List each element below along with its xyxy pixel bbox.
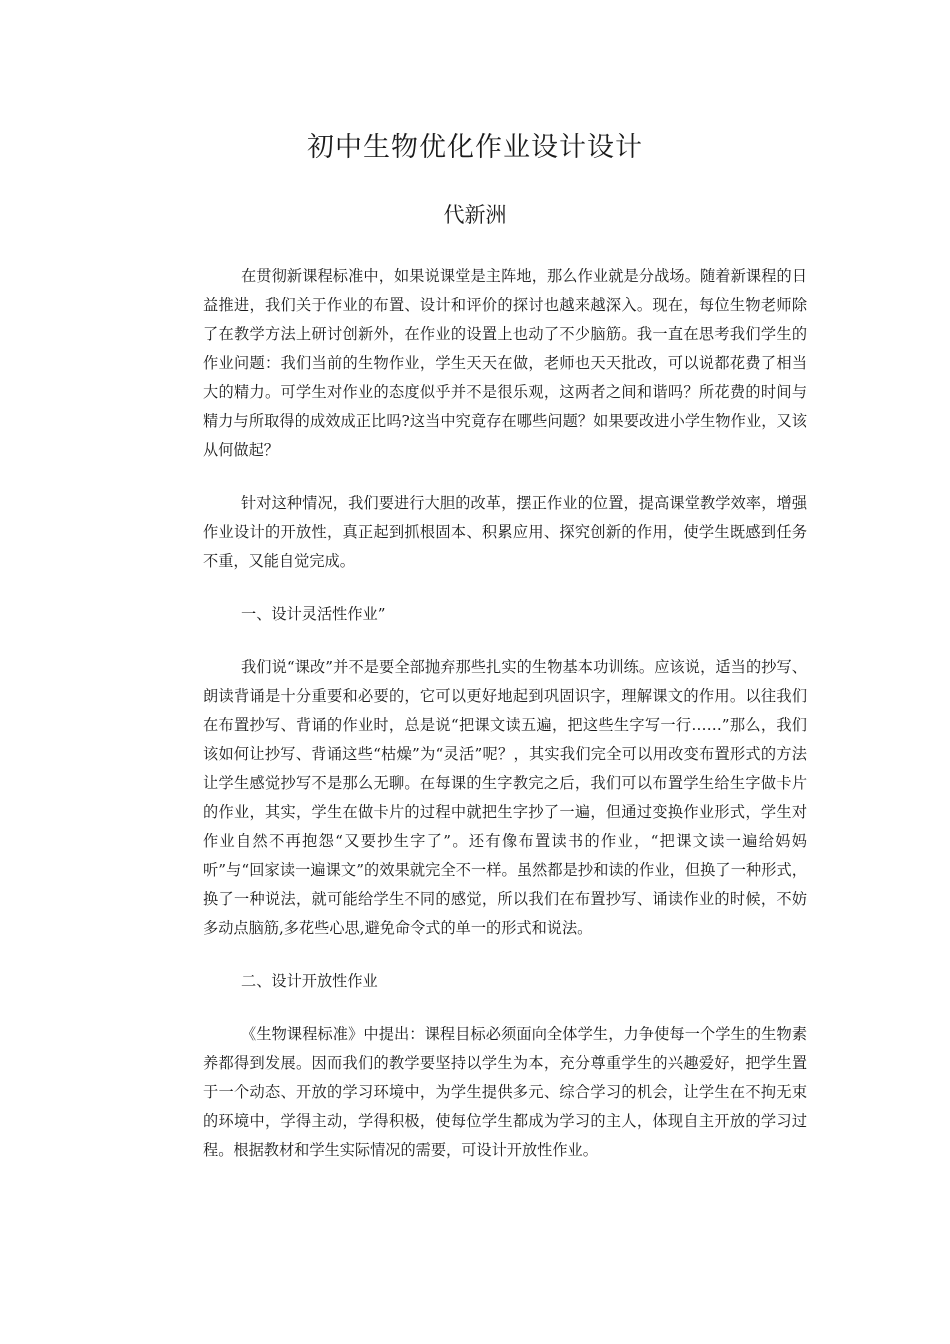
section-heading-open-homework: 二、设计开放性作业 — [241, 972, 378, 990]
section-heading-flexible-homework: 一、设计灵活性作业” — [241, 605, 386, 623]
intro-paragraph: 在贯彻新课程标准中，如果说课堂是主阵地，那么作业就是分战场。随着新课程的日益推进，我们关于作业的布置、设计和评价的探讨也越来越深入。现在，每位生物老师除了在教学方法上研讨创新外，在作业的设置上也动了不少脑筋。我一直在思考我们学生的作业问题：我们当前的生物作业，学生天天在做，老师也天天批改，可以说都花费了相当大的精力。可学生对作业的态度似乎并不是很乐观，这两者之间和谐吗？所花费的时间与精力与所取得的成效成正比吗?这当中究竟存在哪些问题？如果要改进小学生物作业，又该从何做起？ — [203, 267, 807, 459]
flexible-homework-paragraph: 我们说“课改”并不是要全部抛弃那些扎实的生物基本功训练。应该说，适当的抄写、朗读背诵是十分重要和必要的，它可以更好地起到巩固识字，理解课文的作用。以往我们在布置抄写、背诵的作业时，总是说“把课文读五遍，把这些生字写一行……”那么，我们该如何让抄写、背诵这些“枯燥”为“灵活”呢？，其实我们完全可以用改变布置形式的方法让学生感觉抄写不是那么无聊。在每课的生字教完之后，我们可以布置学生给生字做卡片的作业，其实，学生在做卡片的过程中就把生字抄了一遍，但通过变换作业形式，学生对作业自然不再抱怨“又要抄生字了”。还有像布置读书的作业，“把课文读一遍给妈妈听”与“回家读一遍课文”的效果就完全不一样。虽然都是抄和读的作业，但换了一种形式，换了一种说法，就可能给学生不同的感觉，所以我们在布置抄写、诵读作业的时候，不妨多动点脑筋,多花些心思,避免命令式的单一的形式和说法。 — [203, 658, 807, 937]
open-homework-paragraph: 《生物课程标准》中提出：课程目标必须面向全体学生，力争使每一个学生的生物素养都得到发展。因而我们的教学要坚持以学生为本，充分尊重学生的兴趣爱好，把学生置于一个动态、开放的学习环境中，为学生提供多元、综合学习的机会，让学生在不拘无束的环境中，学得主动，学得积极，使每位学生都成为学习的主人，体现自主开放的学习过程。根据教材和学生实际情况的需要，可设计开放性作业。 — [203, 1025, 807, 1159]
document-body — [203, 262, 807, 1189]
document-title: 初中生物优化作业设计设计 — [307, 132, 643, 163]
reform-paragraph: 针对这种情况，我们要进行大胆的改革，摆正作业的位置，提高课堂教学效率，增强作业设计的开放性，真正起到抓根固本、积累应用、探究创新的作用，使学生既感到任务不重，又能自觉完成。 — [203, 494, 807, 570]
document-author: 代新洲 — [443, 203, 507, 227]
